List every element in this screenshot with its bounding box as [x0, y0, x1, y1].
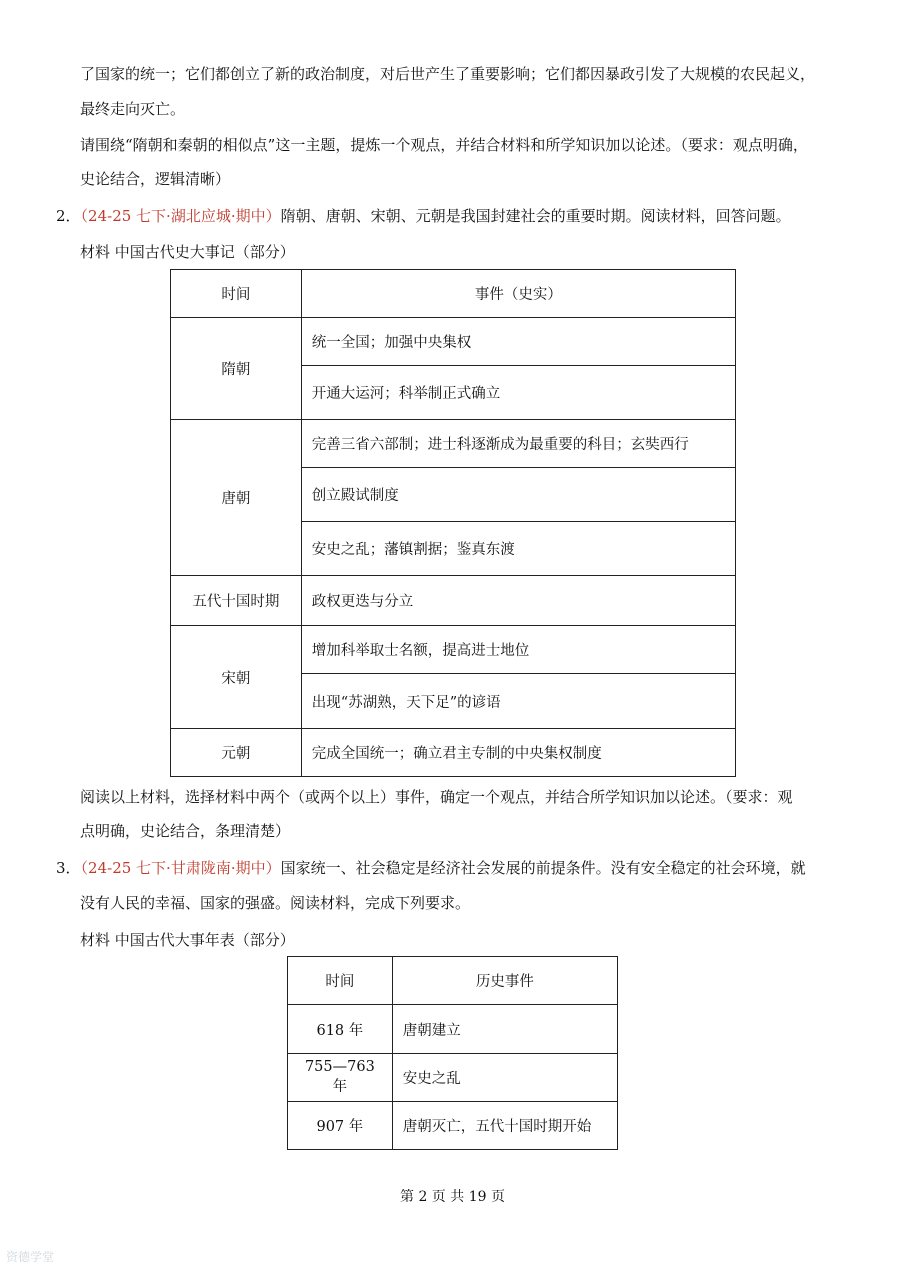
q2-table-header [171, 270, 736, 318]
event-cell: 完成全国统一；确立君主专制的中央集权制度 [301, 729, 735, 777]
event-cell: 增加科举取士名额，提高进士地位 [301, 626, 735, 674]
event-cell: 安史之乱 [392, 1054, 617, 1102]
event-cell: 统一全国；加强中央集权 [301, 318, 735, 366]
q3-caption: 材料 中国古代大事年表（部分） [80, 931, 295, 949]
intro-line-4: 史论结合，逻辑清晰） [80, 170, 231, 188]
q3-header-time: 时间 [288, 957, 393, 1005]
event-cell: 开通大运河；科举制正式确立 [301, 366, 735, 420]
table-row [171, 576, 736, 626]
table-row [171, 420, 736, 468]
period-cell: 隋朝 [171, 318, 302, 420]
intro-line-3: 请围绕“隋朝和秦朝的相似点”这一主题，提炼一个观点，并结合材料和所学知识加以论述。（要求：观点明确， [80, 136, 808, 154]
q3-stem-2: 没有人民的幸福、国家的强盛。阅读材料，完成下列要求。 [80, 894, 471, 912]
q3-table [287, 956, 618, 1150]
q2-after-line-1: 阅读以上材料，选择材料中两个（或两个以上）事件，确定一个观点，并结合所学知识加以论述。（要求：观 [80, 788, 793, 806]
event-cell: 创立殿试制度 [301, 468, 735, 522]
q2-caption: 材料 中国古代史大事记（部分） [80, 243, 295, 261]
event-cell: 唐朝建立 [392, 1005, 617, 1054]
event-cell: 完善三省六部制；进士科逐渐成为最重要的科目；玄奘西行 [301, 420, 735, 468]
table-row [288, 1102, 618, 1150]
table-row [171, 318, 736, 366]
time-cell: 907 年 [288, 1102, 393, 1150]
q2-header-event: 事件（史实） [301, 270, 735, 318]
q2-number: 2． [56, 207, 81, 225]
q2-stem: 隋朝、唐朝、宋朝、元朝是我国封建社会的重要时期。阅读材料，回答问题。 [280, 207, 791, 225]
event-cell: 出现“苏湖熟，天下足”的谚语 [301, 674, 735, 729]
page-footer: 第 2 页 共 19 页 [400, 1189, 505, 1205]
q3-stem-1: 国家统一、社会稳定是经济社会发展的前提条件。没有安全稳定的社会环境，就 [280, 859, 806, 877]
table-row [288, 1005, 618, 1054]
table-row [171, 729, 736, 777]
time-cell: 755—763 年 [288, 1054, 393, 1102]
event-cell: 安史之乱；藩镇割据；鉴真东渡 [301, 522, 735, 576]
period-cell: 唐朝 [171, 420, 302, 576]
period-cell: 五代十国时期 [171, 576, 302, 626]
q2-source: （24-25 七下·湖北应城·期中） [80, 207, 281, 225]
q3-number: 3． [56, 859, 81, 877]
q3-stem-line [56, 857, 806, 879]
table-row [288, 1054, 618, 1102]
q3-header-event: 历史事件 [392, 957, 617, 1005]
table-row [171, 626, 736, 674]
period-cell: 宋朝 [171, 626, 302, 729]
intro-line-1: 了国家的统一；它们都创立了新的政治制度，对后世产生了重要影响；它们都因暴政引发了大规模的农民起义， [80, 65, 816, 83]
q3-source: （24-25 七下·甘肃陇南·期中） [80, 859, 281, 877]
event-cell: 唐朝灭亡，五代十国时期开始 [392, 1102, 617, 1150]
q3-table-header [288, 957, 618, 1005]
q2-stem-line [56, 205, 791, 227]
intro-line-2: 最终走向灭亡。 [80, 100, 186, 118]
period-cell: 元朝 [171, 729, 302, 777]
q2-table [170, 269, 736, 777]
watermark: 资德学堂 [6, 1250, 55, 1264]
q2-after-line-2: 点明确，史论结合，条理清楚） [80, 822, 291, 840]
event-cell: 政权更迭与分立 [301, 576, 735, 626]
time-cell: 618 年 [288, 1005, 393, 1054]
q2-header-time: 时间 [171, 270, 302, 318]
